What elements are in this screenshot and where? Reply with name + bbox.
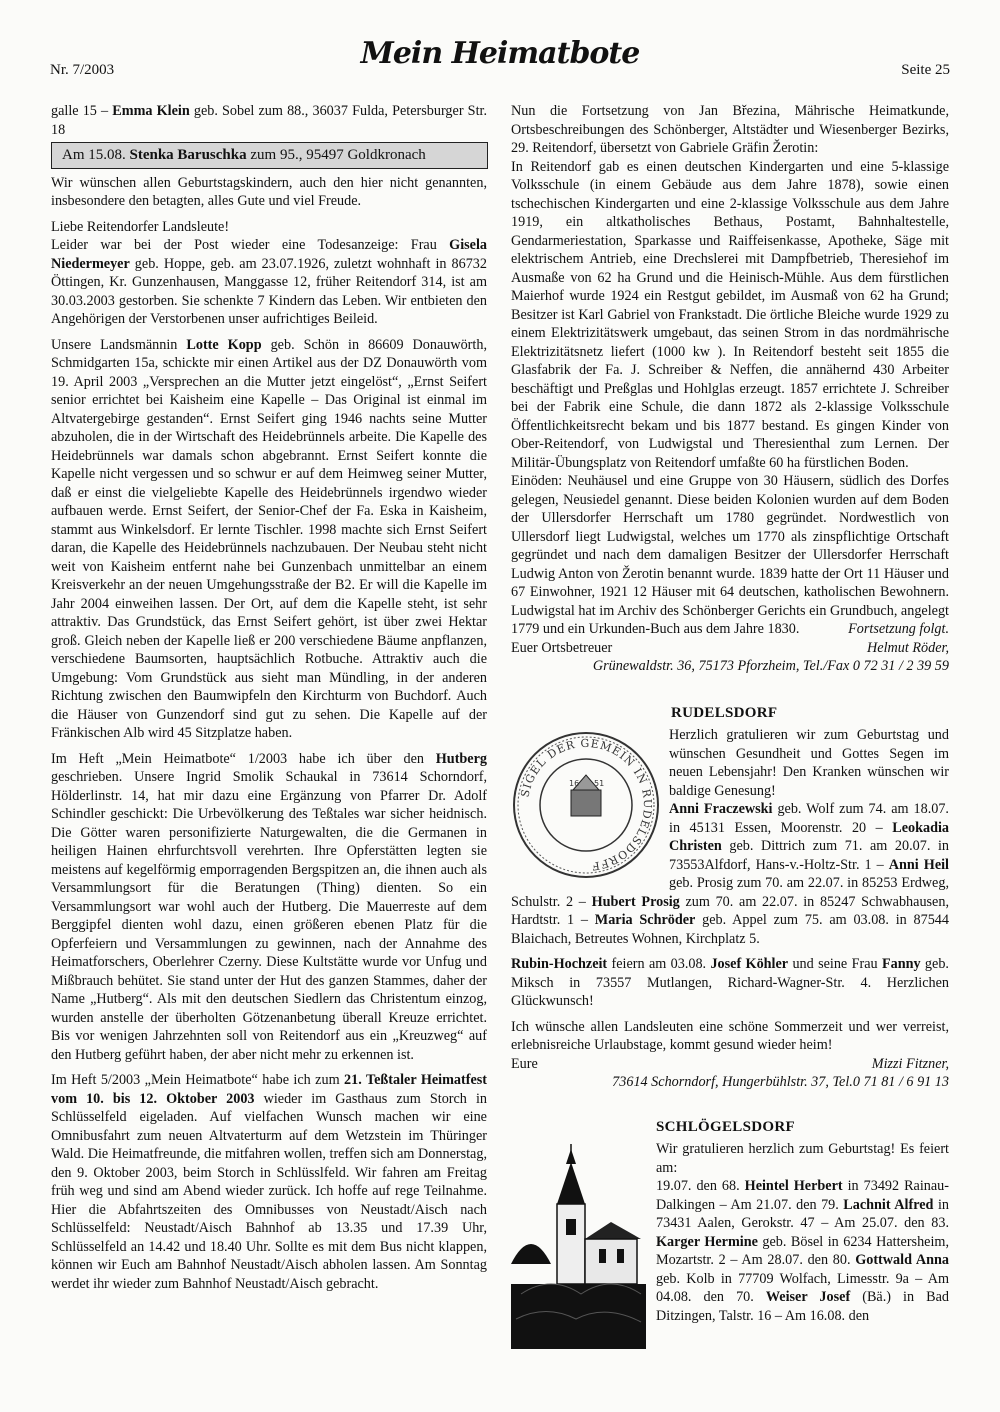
paragraph: Wir gratulieren herzlich zum Geburtstag! Es feiert am:	[656, 1141, 949, 1176]
section-heading-schloegelsdorf: SCHLÖGELSDORF	[656, 1118, 795, 1135]
svg-text:SIGEL DER GEMEIN IN RUDELSDORF: SIGEL DER GEMEIN IN RUDELSDORFF	[518, 736, 655, 873]
page-header	[50, 36, 950, 84]
paragraph: Nun die Fortsetzung von Jan Březina, Mährische Heimatkunde, Ortsbeschreibungen des Schönberger, Altstädter und Wiesenberger Bezirks, 29. Reitendorf, übersetzt von Gabriele Gräfin Žerotin:	[511, 103, 949, 156]
highlight-box: Am 15.08. Stenka Baruschka zum 95., 95497 Goldkronach	[51, 142, 488, 169]
paragraph: Einöden: Neuhäusel und eine Gruppe von 30 Häusern, südlich des Dorfes gelegen, Neusiedel genannt. Diese beiden Kolonien wurden auf dem Boden der Ullersdorfer Herrschaft um 1780 gegründet. Nordwestlich von Ullersdorf liegt Ludwigstal, welches um 1770 als zinspflichtige Ortschaft gegründet und nach dem damaligen Besitzer der Ullersdorfer Herrschaft Ludwig Anton von Žerotin benannt wurde. 1839 hatte der Ort 11 Häuser und 67 Einwohner, 1921 12 Häuser mit 64 deutschen, katholischen Bewohnern. Ludwigstal hat im Archiv des Schönberger Gerichts ein Grundbuch, angelegt 1779 und ein Urkunden-Buch aus dem Jahre 1830. Fortsetzung folgt.	[511, 473, 949, 637]
church-drawing-image	[511, 1144, 646, 1349]
signature-row: Euer Ortsbetreuer Helmut Röder,	[511, 639, 949, 656]
paragraph: galle 15 – Emma Klein geb. Sobel zum 88., 36037 Fulda, Petersburger Str. 18	[51, 103, 488, 138]
birthday-list: Anni Fraczewski geb. Wolf zum 74. am 18.07. in 45131 Essen, Moorenstr. 20 – Leokadia Christen geb. Dittrich zum 71. am 20.07. in 73553Alfdorf, Hans-v.-Holtz-Str. 1 – Anni Heil geb. Prosig zum 70. am 22.07. in 85253 Erdweg, Schulstr. 2 – Hubert Prosig zum 70. am 22.07. in 85247 Schwabhausen, Hardtstr. 1 – Maria Schröder geb. Appel zum 75. am 03.08. in 87544 Blaichach, Betreutes Wohnen, Kirchplatz 5.	[511, 801, 949, 947]
masthead-logo: Mein Heimatbote	[360, 36, 640, 71]
paragraph: Unsere Landsmännin Lotte Kopp geb. Schön in 86609 Donauwörth, Schmidgarten 15a, schickte mir einen Artikel aus der DZ Donauwörth vom 19. April 2003 „Versprechen an die Mutter jetzt eingelöst“, „Ernst Seifert senior errichtet bei Kaisheim eine Kapelle – Das Original ist einmal im Altvatergebirge gestanden“. Ernst Seifert ging 1946 nachts seine Mutter abzuholen, die in der Wirtschaft des Heidebrünnels arbeite. Die Kapelle des Heidebrünnels war damals schon abgebrannt. Ernst Seifert konnte die Kapelle nicht vergessen und so schwur er auf dem Heimweg seiner Mutter, daß er einst die vielgeliebte Kapelle des Heidebrünnels irgendwo wieder aufbauen werde. Ernst Seifert, der Senior-Chef der Fa. Eska in Kaisheim, stammt aus Winkelsdorf. Er lernte Tischler. 1998 machte sich Ernst Seifert daran, die Kapelle des Heidebrünnels nachzubauen. Der Neubau steht nicht weit von Kaisheim entfernt nahe bei Gunzenbach unmittelbar an einem Kreisverkehr an der neuen Umgehungsstraße der B2. Er will die Kapelle im Jahr 2004 einweihen lassen. Der Ort, auf dem die Kapelle steht, ist sehr attraktiv. Das Grundstück, das Ernst Seifert gehört, ist über zwei Hektar groß. Gleich neben der Kapelle ließ er 200 verschiedene Bäume anpflanzen, verschiedene Baumsorten, hauptsächlich Rotbuche. Attraktiv auch die Umgebung: Vom Grundstück aus sieht man Mündling, in der anderen Richtung zwischen den Baumwipfeln den Kirchturm von Buchdorf. Auch die Häuser von Gunzendorf sind gut zu sehen. Die Kapelle auf der Fränkischen Alb wird 45 Sitzplatze haben.	[51, 336, 487, 741]
paragraph: Ich wünsche allen Landsleuten eine schöne Sommerzeit und wer verreist, erlebnisreiche Urlaubstage, kommt gesund wieder heim!	[511, 1018, 949, 1053]
paragraph: Im Heft „Mein Heimatbote“ 1/2003 habe ich über den Hutberg geschrieben. Unsere Ingrid Smolik Schaukal in 73614 Schorndorf, Hölderlinstr. 14, hat mir dazu eine Ergänzung von Pfarrer Dr. Adolf Schindler geschickt: Die Urbevölkerung des Teßtales war sicher heidnisch. Die Götter waren personifizierte Naturgewalten, die die Germanen in heiligen Hainen ehrfurchtsvoll verehrten. Ihre Opferstätten legten sie meistens auf kegelförmig emporragenden Bergspitzen an, die ihnen auch als Versammlungsort für die Beratungen (Thing) dienten. So ein Versammlungsort war wohl auch der Hutberg. Die Mauerreste auf dem Berggipfel dienten wohl dazu, einen größeren ebenen Platz für die Opferfeiern und Versammlungen zu gewinnen, nach der Annahme des Heimatforschers, Oberlehrer Czerny. Diese Kultstätte wurde vor Unfug und Mißbrauch behütet. Sie stand unter der Hut des ganzen Stammes, daher der Name „Hutberg“. Als mit den deutschen Siedlern das Christentum einzog, wurden anstelle der überholten Götzenanbetung überall Kreuze errichtet. Bis vor wenigen Jahrzehnten soll von Reitendorf aus ein „Kreuzweg“ auf den Hutberg geführt haben, der aber nicht mehr zu erkennen ist.	[51, 750, 487, 1063]
left-column	[51, 102, 487, 1300]
signature-address: 73614 Schorndorf, Hungerbühlstr. 37, Tel.0 71 81 / 6 91 13	[612, 1074, 949, 1090]
svg-text:51: 51	[594, 779, 605, 788]
paragraph: Herzlich gratulieren wir zum Geburtstag und wünschen Gesundheit und Gottes Segen im neuen Lebensjahr! Den Kranken wünschen wir baldige Genesung!	[669, 727, 949, 799]
right-column	[511, 102, 949, 1351]
signature-row: Eure Mizzi Fitzner,	[511, 1055, 949, 1072]
page-number: Seite 25	[901, 62, 950, 78]
paragraph: Leider war bei der Post wieder eine Todesanzeige: Frau Gisela Niedermeyer geb. Hoppe, geb. am 23.07.1926, zuletzt wohnhaft in 86732 Öttingen, Kr. Gunzenhausen, Manggasse 12, früher Reitendorf 314, ist am 30.03.2003 gestorben. Sie schenkte 7 Kindern das Leben. Wir entbieten den Angehörigen der Verstorbenen unser aufrichtiges Beileid.	[51, 237, 487, 327]
paragraph: Wir wünschen allen Geburtstagskindern, auch den hier nicht genannten, insbesondere den betagten, alles Gute und viel Freude.	[51, 174, 487, 209]
birthday-list: 19.07. den 68. Heintel Herbert in 73492 Rainau-Dalkingen – Am 21.07. den 79. Lachnit Alfred in 73431 Aalen, Gerokstr. 47 – Am 25.07. den 83. Karger Hermine geb. Bösel in 6234 Hattersheim, Mozartstr. 2 – Am 28.07. den 80. Gottwald Anna geb. Kolb in 77709 Wolfach, Limesstr. 9a – Am 04.08. den 70. Weiser Josef (Bä.) in Bad Ditzingen, Talstr. 16 – Am 16.08. den	[656, 1178, 949, 1324]
svg-text:16: 16	[569, 779, 580, 788]
paragraph: Im Heft 5/2003 „Mein Heimatbote“ habe ich zum 21. Teßtaler Heimatfest vom 10. bis 12. Oktober 2003 wieder im Gasthaus zum Storch in Schlüsselfeld eigeladen. Auf vielfachen Wunsch machen wir eine Omnibusfahrt zum neuen Altvaterturm auf dem Wetzstein im Thüringer Wald. Die Heimatfreunde, die mitfahren wollen, treffen sich am Donnerstag, den 9. Oktober 2003, beim Storch in Schlüsslfeld. Wir fahren am Freitag früh weg und sind am Abend wieder zurück. Ich hoffe auf rege Teilnahme. Hier die Abfahrtszeiten des Omnibusses von Neustadt/Aisch nach Schlüsselfeld: Neustadt/Aisch Bahnhof ab 13.35 und 17.39 Uhr, Schlüsselfeld an 14.42 und 18.40 Uhr. Sollte es mit dem Bus nicht klappen, können wir Euch am Bahnhof Neustadt/Aisch abholen lassen. Am Sonntag werdet ihr wieder zum Bahnhof Neustadt/Aisch gebracht.	[51, 1072, 487, 1292]
paragraph: In Reitendorf gab es einen deutschen Kindergarten und eine 5-klassige Volksschule (in einem Gebäude aus dem Jahre 1878), sowie einen tschechischen Kindergarten und eine 2-klassige Volksschule aus dem Jahre 1919, ein altkatholisches Bethaus, Postamt, Bahnhaltestelle, Gendarmeriestation, Sparkasse und Raiffeisenkasse, Apotheke, Säge mit elektrischem Antrieb, eine Drechslerei mit Dampfbetrieb, Theresiehof im Ausmaße von 62 ha Grund und die Heinisch-Mühle. Aus dem fürstlichen Maierhof wurde 1924 ein Restgut gebildet, im Ausmaß von 62 ha Grund; Besitzer ist Karl Gabriel von Frankstadt. Die örtliche Bleiche wurde 1929 zu einem Elektrizitätswerk umgebaut, das seinen Strom in das nordmährische Elektrizitätsnetz liefert (1000 kw ). In Reitendorf besteht seit 1855 die Glasfabrik der Fa. J. Schreiber & Neffen, die annähernd 430 Arbeiter beschäftigt und Preßglas und Hohlglas erzeugt. 1857 errichtete J. Schreiber bei der Fabrik eine Schule, die dann 1872 als 2-klassige Volksschule Öffentlichkeitsrecht bekam und bis 1877 bestand. Es gingen Kinder von Ober-Reitendorf, von Ludwigstal und Theresienthal zum Lernen. Der Militär-Übungsplatz von Reitendorf umfaßte 60 ha fürstlichen Boden.	[511, 158, 949, 471]
salutation: Liebe Reitendorfer Landsleute!	[51, 218, 230, 235]
issue-number: Nr. 7/2003	[50, 62, 115, 78]
section-heading-rudelsdorf: RUDELSDORF	[671, 704, 778, 721]
town-seal-image	[511, 730, 661, 880]
paragraph: Rubin-Hochzeit feiern am 03.08. Josef Köhler und seine Frau Fanny geb. Miksch in 73557 Mutlangen, Richard-Wagner-Str. 4. Herzlichen Glückwunsch!	[511, 956, 949, 1009]
signature-address: Grünewaldstr. 36, 75173 Pforzheim, Tel./Fax 0 72 31 / 2 39 59	[592, 658, 949, 674]
